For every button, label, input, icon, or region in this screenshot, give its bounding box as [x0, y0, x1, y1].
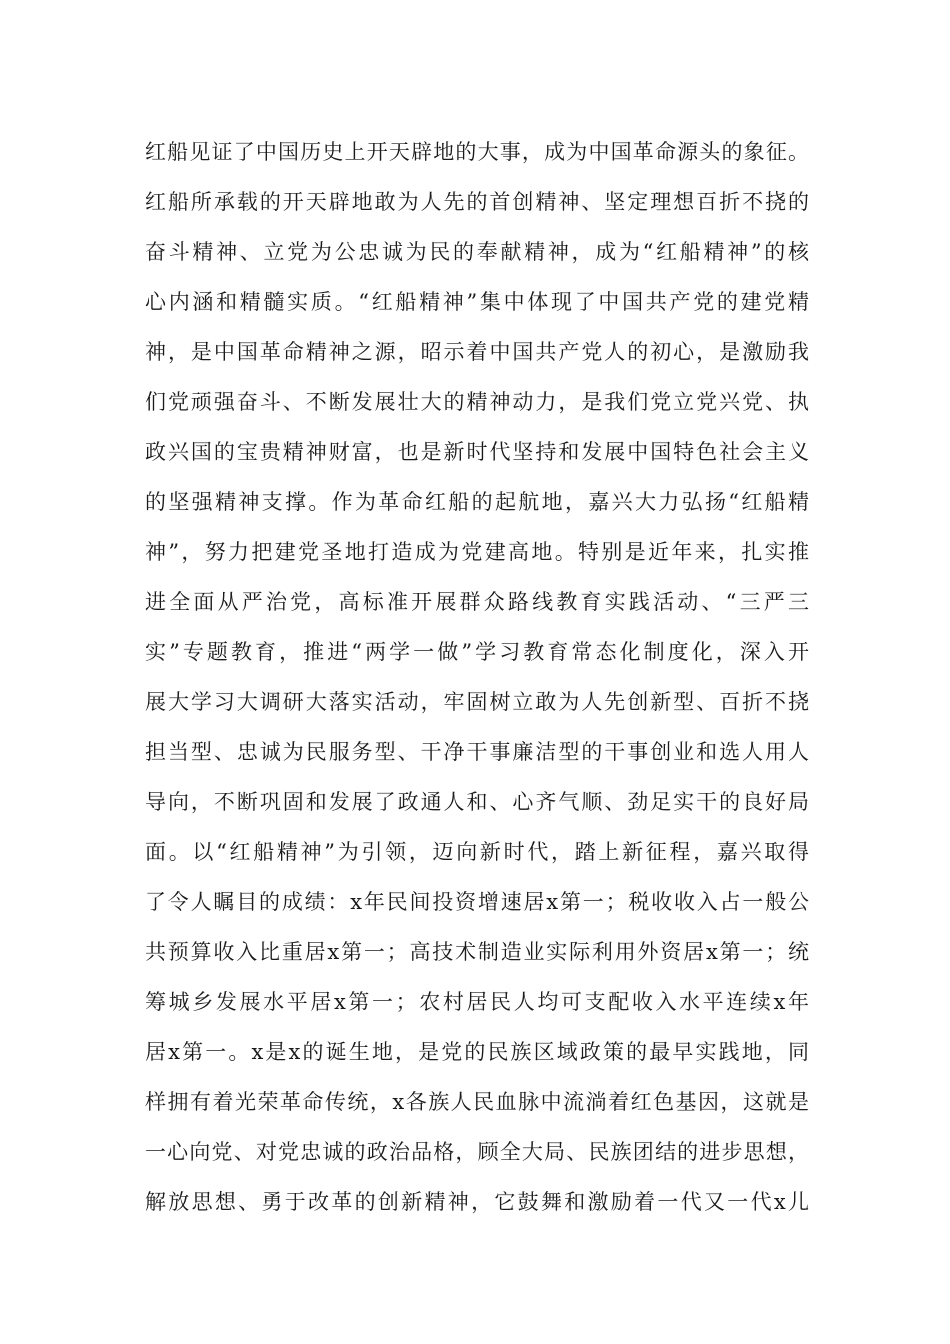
body-text — [145, 127, 809, 1227]
text-line: 神，是中国革命精神之源，昭示着中国共产党人的初心，是激励我 — [145, 340, 809, 364]
text-line: 担当型、忠诚为民服务型、干净干事廉洁型的干事创业和选人用人 — [145, 740, 809, 764]
text-line: 居x第一。x是x的诞生地，是党的民族区域政策的最早实践地，同 — [145, 1040, 809, 1064]
text-line: 心内涵和精髓实质。“红船精神”集中体现了中国共产党的建党精 — [145, 290, 809, 314]
text-line: 共预算收入比重居x第一；高技术制造业实际利用外资居x第一；统 — [145, 940, 809, 964]
text-line: 筹城乡发展水平居x第一；农村居民人均可支配收入水平连续x年 — [145, 990, 809, 1014]
text-line: 神”，努力把建党圣地打造成为党建高地。特别是近年来，扎实推 — [145, 540, 809, 564]
text-line: 面。以“红船精神”为引领，迈向新时代，踏上新征程，嘉兴取得 — [145, 840, 809, 864]
text-line: 实”专题教育，推进“两学一做”学习教育常态化制度化，深入开 — [145, 640, 809, 664]
text-line: 的坚强精神支撑。作为革命红船的起航地，嘉兴大力弘扬“红船精 — [145, 490, 809, 514]
text-line: 红船见证了中国历史上开天辟地的大事，成为中国革命源头的象征。 — [145, 140, 809, 164]
text-line: 红船所承载的开天辟地敢为人先的首创精神、坚定理想百折不挠的 — [145, 190, 809, 214]
text-line: 们党顽强奋斗、不断发展壮大的精神动力，是我们党立党兴党、执 — [145, 390, 809, 414]
text-line: 政兴国的宝贵精神财富，也是新时代坚持和发展中国特色社会主义 — [145, 440, 809, 464]
text-line: 了令人瞩目的成绩：x年民间投资增速居x第一；税收收入占一般公 — [145, 890, 809, 914]
text-line: 展大学习大调研大落实活动，牢固树立敢为人先创新型、百折不挠 — [145, 690, 809, 714]
text-line: 奋斗精神、立党为公忠诚为民的奉献精神，成为“红船精神”的核 — [145, 240, 809, 264]
text-line: 一心向党、对党忠诚的政治品格，顾全大局、民族团结的进步思想， — [145, 1140, 809, 1164]
text-line: 样拥有着光荣革命传统，x各族人民血脉中流淌着红色基因，这就是 — [145, 1090, 809, 1114]
text-line: 导向，不断巩固和发展了政通人和、心齐气顺、劲足实干的良好局 — [145, 790, 809, 814]
text-line: 进全面从严治党，高标准开展群众路线教育实践活动、“三严三 — [145, 590, 809, 614]
text-line: 解放思想、勇于改革的创新精神，它鼓舞和激励着一代又一代x儿 — [145, 1190, 809, 1214]
